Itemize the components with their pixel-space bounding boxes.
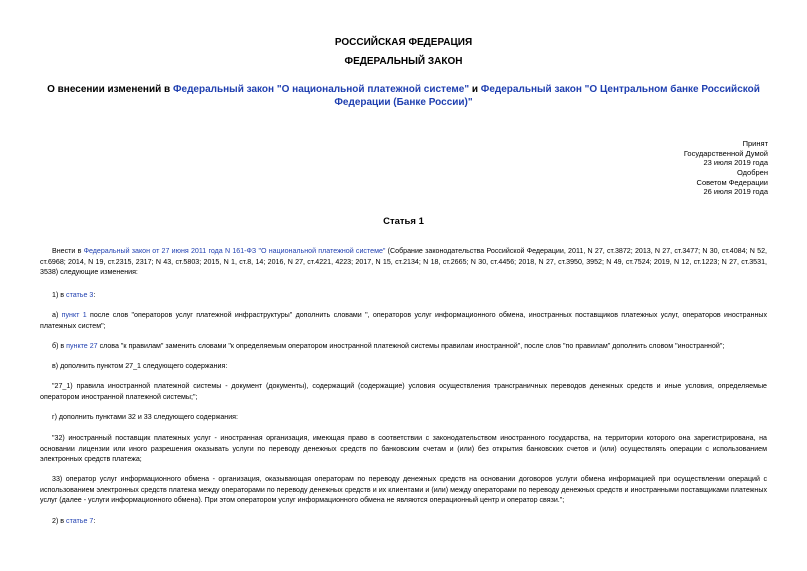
item-2-post: :: [93, 517, 96, 525]
paragraph-item-1: [40, 290, 767, 301]
item-a-pre: а): [52, 311, 62, 319]
article-heading: Статья 1: [383, 216, 424, 227]
central-bank-law-link[interactable]: Федеральный закон "О Центральном банке Российской Федерации (Банке России)": [334, 84, 760, 108]
paragraph-item-v: в) дополнить пунктом 27_1 следующего содержания:: [52, 362, 228, 370]
point-1-link[interactable]: пункт 1: [61, 311, 87, 319]
article-7-link[interactable]: статье 7: [66, 517, 94, 525]
paragraph-intro: [40, 246, 767, 278]
paragraph-32: "32) иностранный поставщик платежных услуг - иностранная организация, имеющая право в соответствии с законодательством иностранного государства, на территории которого она зарегистрирована, на основании лицензии или иного разрешения оказывать услуги по переводу денежных средств по банковским счетам и (или) без открытия банковских счетов и (или) осуществлять операции с использованием электронных средств платежа;: [40, 434, 767, 464]
intro-text-pre: Внести в: [52, 247, 84, 255]
paragraph-item-2: [40, 516, 767, 527]
adopted-by: Государственной Думой: [683, 148, 768, 158]
country-heading: РОССИЙСКАЯ ФЕДЕРАЦИЯ: [334, 37, 473, 48]
law-161-link[interactable]: Федеральный закон от 27 июня 2011 года N 161-ФЗ "О национальной платежной системе": [83, 247, 386, 255]
item-b-pre: б) в: [52, 342, 67, 350]
paragraph-item-b: [40, 341, 767, 352]
title-text-2: и: [469, 84, 481, 95]
adoption-block: [548, 139, 768, 168]
title-text-1: О внесении изменений в: [47, 84, 173, 95]
adopted-date: 23 июля 2019 года: [703, 158, 768, 168]
approved-date: 26 июля 2019 года: [703, 187, 768, 197]
approval-block: [548, 168, 768, 197]
law-title: [40, 84, 767, 109]
item-2-pre: 2) в: [52, 517, 67, 525]
point-27-link[interactable]: пункте 27: [66, 342, 98, 350]
paragraph-item-g: г) дополнить пунктами 32 и 33 следующего содержания:: [52, 413, 238, 421]
law-type-heading: ФЕДЕРАЛЬНЫЙ ЗАКОН: [344, 56, 463, 67]
intro-text-post: (Собрание законодательства Российской Федерации, 2011, N 27, ст.3872; 2013, N 27, ст.3477; N 30, ст.4084; N 52, ст.6968; 2014, N 19, ст.2315, 2317; N 43, ст.5803; 2015, N 1, ст.8, 14; 2016, N 27, ст.4221, 4223; 2017, N 15, ст.2134; N 18, ст.2665; N 30, ст.4456; 2018, N 27, ст.3950, 3952; N 49, ст.7524; 2019, N 12, ст.1223; N 27, ст.3531, 3538) следующие изменения:: [40, 247, 767, 277]
article-3-link[interactable]: статье 3: [66, 291, 94, 299]
approved-by: Советом Федерации: [696, 177, 768, 187]
npc-law-link[interactable]: Федеральный закон "О национальной платежной системе": [172, 84, 470, 95]
item-1-post: :: [93, 291, 96, 299]
item-a-post: после слов "операторов услуг платежной инфраструктуры" дополнить словами ", операторов услуг информационного обмена, иностранных поставщиков платежных услуг, операторов иностранных платежных систем";: [40, 311, 768, 330]
item-1-pre: 1) в: [52, 291, 67, 299]
paragraph-27-1: "27_1) правила иностранной платежной системы - документ (документы), содержащий (содержащие) условия осуществления трансграничных переводов денежных средств и иные условия, определяемые оператором иностранной платежной системы;";: [40, 382, 767, 401]
paragraph-item-a: [40, 310, 767, 331]
adopted-label: Принят: [742, 139, 768, 148]
item-b-post: слова "к правилам" заменить словами "к определяемым оператором иностранной платежной системы правилам иностранной", после слов "по правилам" дополнить словом "иностранной";: [97, 342, 725, 350]
approved-label: Одобрен: [737, 168, 768, 177]
paragraph-33: 33) оператор услуг информационного обмена - организация, оказывающая операторам по переводу денежных средств на основании договоров услуги обмена информацией при осуществлении операций с использованием электронных средств платежа между операторами по переводу денежных средств и их клиентами и (или) между операторами по переводу денежных средств и иностранными поставщиками платежных услуг (далее - услуги информационного обмена). При этом оператором услуг информационного обмена не являются операционный центр и оператор связи.";: [40, 475, 767, 505]
